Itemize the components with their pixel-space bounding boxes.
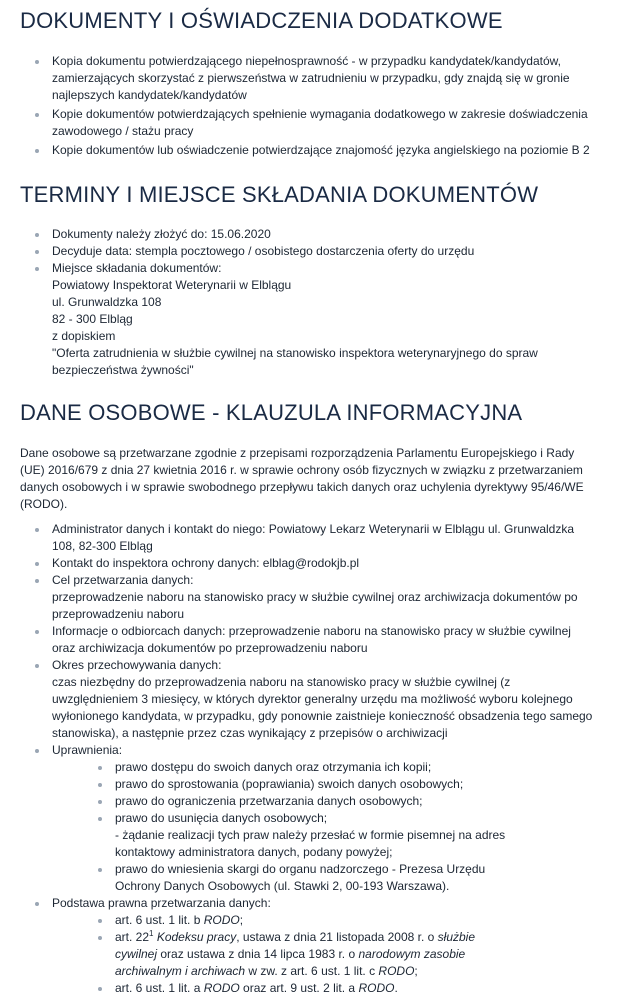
purpose-text: przeprowadzeniu naboru [52, 607, 185, 621]
deadline-item [20, 226, 631, 243]
list-item [20, 142, 631, 159]
decides-text: Decyduje data: stempla pocztowego / osobistego dostarczenia oferty do urzędu [52, 244, 475, 258]
legal-text-italic: RODO [358, 981, 395, 995]
legal-text-italic: służbie [437, 930, 476, 944]
place-line: 82 - 300 Elbląg [52, 312, 133, 326]
right-item [20, 793, 631, 810]
admin-text: 108, 82-300 Elbląg [52, 539, 153, 553]
contact-item [20, 555, 631, 572]
legal-text: , ustawa z dnia 21 listopada 2008 r. o [236, 930, 438, 944]
list-item-text: Kopia dokumentu potwierdzającego niepełnosprawność - w przypadku kandydatek/kandydatów, [52, 54, 561, 68]
decides-item [20, 243, 631, 260]
contact-text: Kontakt do inspektora ochrony danych: elblag@rodokjb.pl [52, 556, 360, 570]
intro-line: danych osobowych i w sprawie swobodnego przepływu takich danych oraz uchylenia dyrektywy 95/46/WE [20, 480, 584, 494]
legal-text: . [394, 981, 398, 995]
retention-text: czas niezbędny do przeprowadzenia naboru na stanowisko pracy w służbie cywilnej (z [52, 675, 511, 689]
personal-data-list [20, 521, 631, 759]
list-item-text: Kopie dokumentów potwierdzających spełnienie wymagania dodatkowego w zakresie doświadczenia [52, 107, 588, 121]
legal-item [20, 912, 631, 929]
personal-data-intro [20, 445, 631, 513]
legal-basis-list [20, 895, 631, 912]
legal-text-italic: RODO [203, 981, 240, 995]
section-title-deadlines: TERMINY I MIEJSCE SKŁADANIA DOKUMENTÓW [20, 182, 539, 207]
legal-basis-sublist [20, 912, 631, 997]
legal-text: w zw. z art. 6 ust. 1 lit. c [245, 964, 379, 978]
intro-line: (UE) 2016/679 z dnia 27 kwietnia 2016 r. w sprawie ochrony osób fizycznych w związku z przetwarzaniem [20, 463, 583, 477]
right-item [20, 810, 631, 861]
right-text: prawo dostępu do swoich danych oraz otrzymania ich kopii; [115, 760, 432, 774]
right-text: - żądanie realizacji tych praw należy przesłać w formie pisemnej na adres [115, 828, 506, 842]
purpose-text: przeprowadzenie naboru na stanowisko pracy w służbie cywilnej oraz archiwizacja dokumentów po [52, 590, 578, 604]
admin-item [20, 521, 631, 555]
section-title-personal-data: DANE OSOBOWE - KLAUZULA INFORMACYJNA [20, 400, 523, 425]
legal-text-italic: RODO [378, 964, 415, 978]
section-title-additional-documents: DOKUMENTY I OŚWIADCZENIA DODATKOWE [20, 8, 503, 33]
place-line: bezpieczeństwa żywności" [52, 363, 194, 377]
retention-text: uwzględnieniem 3 miesięcy, w których dyrektor generalny urzędu ma możliwość wyboru kolejnego [52, 692, 573, 706]
additional-documents-list [20, 53, 631, 159]
place-line: Powiatowy Inspektorat Weterynarii w Elblągu [52, 278, 292, 292]
deadline-text: Dokumenty należy złożyć do: 15.06.2020 [52, 227, 271, 241]
place-line: "Oferta zatrudnienia w służbie cywilnej na stanowisko inspektora weterynaryjnego do spraw [52, 346, 538, 360]
legal-text-italic: narodowym zasobie [358, 947, 466, 961]
legal-line [115, 963, 631, 980]
purpose-item [20, 572, 631, 623]
rights-item [20, 742, 631, 759]
legal-line [115, 946, 631, 963]
legal-text-italic: Kodeksu pracy [153, 930, 237, 944]
right-item [20, 861, 631, 895]
legal-text: oraz ustawa z dnia 14 lipca 1983 r. o [157, 947, 359, 961]
right-item [20, 776, 631, 793]
right-text: prawo do usunięcia danych osobowych; [115, 811, 328, 825]
place-line: z dopiskiem [52, 329, 116, 343]
list-item [20, 53, 631, 104]
legal-text: art. 22 [115, 930, 150, 944]
intro-line: (RODO). [20, 497, 68, 511]
legal-text: ; [414, 964, 418, 978]
legal-text: oraz art. 9 ust. 2 lit. a [239, 981, 359, 995]
legal-line [115, 929, 631, 946]
list-item-text: zawodowego / stażu pracy [52, 124, 194, 138]
right-text: prawo do wniesienia skargi do organu nadzorczego - Prezesa Urzędu [115, 862, 486, 876]
list-item-text: zamierzających skorzystać z pierwszeństwa w zatrudnieniu w przypadku, gdy znajdą się w gronie [52, 71, 570, 85]
list-item [20, 106, 631, 140]
retention-item [20, 657, 631, 742]
intro-line: Dane osobowe są przetwarzane zgodnie z przepisami rozporządzenia Parlamentu Europejskiego i Rady [20, 446, 575, 460]
legal-basis-item [20, 895, 631, 912]
retention-text: stanowiska), a następnie przez czas wynikający z przepisów o archiwizacji [52, 726, 448, 740]
right-text: Ochrony Danych Osobowych (ul. Stawki 2, 00-193 Warszawa). [115, 879, 450, 893]
legal-text-italic: cywilnej [115, 947, 158, 961]
legal-text: art. 6 ust. 1 lit. b [115, 913, 204, 927]
admin-text: Administrator danych i kontakt do niego: Powiatowy Lekarz Weterynarii w Elblągu ul. Grunwaldzka [52, 522, 575, 536]
deadlines-list [20, 226, 631, 379]
legal-basis-label: Podstawa prawna przetwarzania danych: [52, 896, 271, 910]
legal-text-italic: archiwalnym i archiwach [115, 964, 246, 978]
right-text: prawo do ograniczenia przetwarzania danych osobowych; [115, 794, 423, 808]
rights-label: Uprawnienia: [52, 743, 123, 757]
legal-text: art. 6 ust. 1 lit. a [115, 981, 204, 995]
list-item-text: Kopie dokumentów lub oświadczenie potwierdzające znajomość języka angielskiego na poziomie B 2 [52, 143, 590, 157]
legal-item [20, 980, 631, 997]
recipients-item [20, 623, 631, 657]
list-item-text: najlepszych kandydatek/kandydatów [52, 88, 247, 102]
rights-list [20, 759, 631, 895]
legal-text-italic: RODO [203, 913, 240, 927]
right-text: kontaktowy administratora danych, podany powyżej; [115, 845, 393, 859]
legal-text: ; [239, 913, 244, 927]
purpose-text: Cel przetwarzania danych: [52, 573, 194, 587]
place-item [20, 260, 631, 379]
right-text: prawo do sprostowania (poprawiania) swoich danych osobowych; [115, 777, 464, 791]
right-item [20, 759, 631, 776]
legal-item [20, 929, 631, 980]
recipients-text: Informacje o odbiorcach danych: przeprowadzenie naboru na stanowisko pracy w służbie cywilnej [52, 624, 571, 638]
place-line: ul. Grunwaldzka 108 [52, 295, 162, 309]
place-label: Miejsce składania dokumentów: [52, 261, 222, 275]
legal-sup: 1 [149, 929, 154, 938]
recipients-text: oraz archiwizacja dokumentów po przeprowadzeniu naboru [52, 641, 368, 655]
retention-text: Okres przechowywania danych: [52, 658, 222, 672]
retention-text: wyłonionego kandydata, w przypadku, gdy ponownie zaistnieje konieczność obsadzenia tego samego [52, 709, 593, 723]
